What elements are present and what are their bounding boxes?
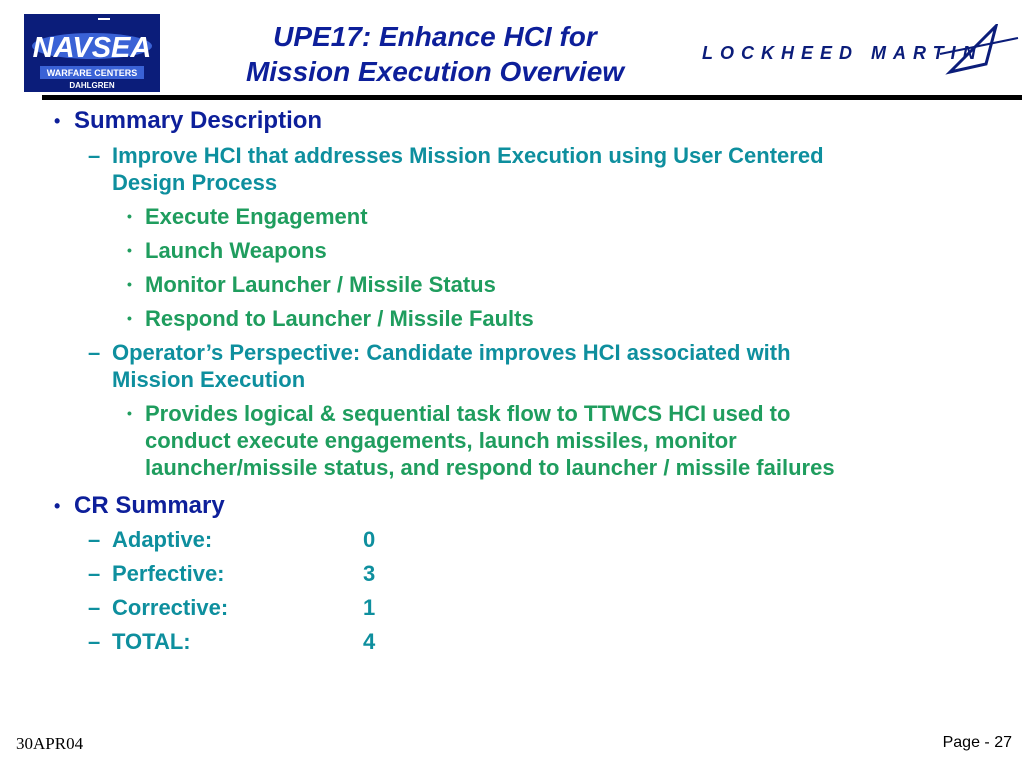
dash-icon: – <box>88 561 101 586</box>
task-item: • Respond to Launcher / Missile Faults <box>127 306 534 331</box>
cr-item: – Adaptive: 0 <box>88 527 376 552</box>
dash-icon: – <box>88 629 101 654</box>
subitem-operator-perspective: – Operator’s Perspective: Candidate improves HCI associated with Mission Execution <box>88 340 791 392</box>
slide-body <box>50 106 1020 655</box>
cr-item: – TOTAL: 4 <box>88 629 376 654</box>
bullet-icon: • <box>127 276 132 292</box>
svg-text:WARFARE CENTERS: WARFARE CENTERS <box>46 68 138 78</box>
cr-item: – Perfective: 3 <box>88 561 376 586</box>
subitem-improve-hci: – Improve HCI that addresses Mission Execution using User Centered Design Process <box>88 143 824 195</box>
dash-icon: – <box>88 143 101 168</box>
cr-item: – Corrective: 1 <box>88 595 376 620</box>
header-divider <box>42 95 1022 100</box>
slide-title <box>170 19 700 89</box>
bullet-icon: • <box>127 310 132 326</box>
task-item: • Launch Weapons <box>127 238 327 263</box>
dash-icon: – <box>88 595 101 620</box>
dash-icon: – <box>88 527 101 552</box>
bullet-icon: • <box>127 242 132 258</box>
bullet-summary-description: • Summary Description <box>54 107 323 134</box>
svg-text:NAVSEA: NAVSEA <box>32 32 152 64</box>
svg-text:DAHLGREN: DAHLGREN <box>69 81 115 90</box>
bullet-icon: • <box>54 111 61 131</box>
bullet-cr-summary: • CR Summary <box>54 492 225 519</box>
task-item-provides: • Provides logical & sequential task flow to TTWCS HCI used to conduct execute engagements, launch missiles, monitor launcher/missile status, and respond to launcher / missile failures <box>127 401 835 480</box>
navsea-logo <box>24 14 160 92</box>
page-number: Page - 27 <box>942 734 1012 751</box>
title-line-1: UPE17: Enhance HCI for <box>273 21 597 52</box>
task-item: • Monitor Launcher / Missile Status <box>127 272 496 297</box>
dash-icon: – <box>88 340 101 365</box>
bullet-icon: • <box>127 208 132 224</box>
task-item: • Execute Engagement <box>127 204 368 229</box>
footer-date: 30APR04 <box>16 734 84 753</box>
bullet-icon: • <box>127 405 132 421</box>
lockheed-martin-logo <box>700 24 1020 80</box>
bullet-icon: • <box>54 496 61 516</box>
svg-text:LOCKHEED MARTIN: LOCKHEED MARTIN <box>702 43 983 63</box>
title-line-2: Mission Execution Overview <box>245 56 625 87</box>
